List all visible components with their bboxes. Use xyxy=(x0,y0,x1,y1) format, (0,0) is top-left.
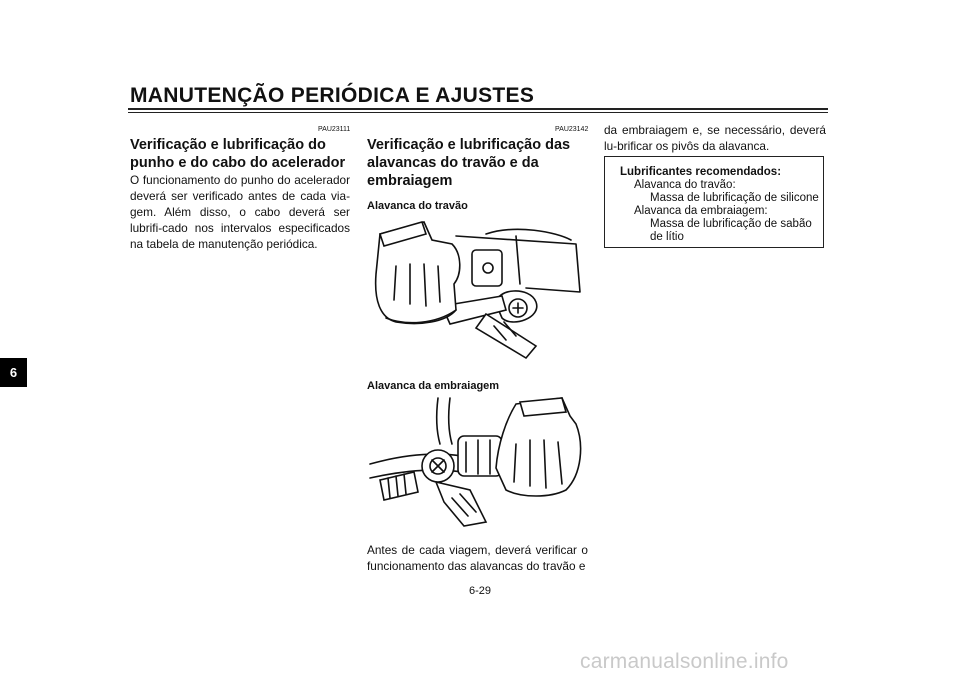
page-number: 6-29 xyxy=(468,585,492,597)
section-code: PAU23142 xyxy=(555,126,589,133)
section-heading-throttle: Verificação e lubrificação do punho e do cabo do acelerador xyxy=(130,137,346,171)
brake-lever-illustration xyxy=(366,214,592,366)
brake-lubricant-item: Massa de lubrificação de silicone xyxy=(650,192,819,204)
brake-lever-label: Alavanca do travão xyxy=(367,200,468,212)
header-rule-thin xyxy=(128,112,828,113)
chapter-tab: 6 xyxy=(0,358,27,387)
clutch-lever-illustration xyxy=(366,394,592,534)
clutch-lubricant-item: Massa de lubrificação de sabão xyxy=(650,218,812,230)
clutch-lubricant-title: Alavanca da embraiagem: xyxy=(634,205,768,217)
section-heading-levers: Verificação e lubrificação das alavancas do travão e da embraiagem xyxy=(367,137,571,189)
lubricants-box xyxy=(604,156,824,248)
brake-lubricant-title: Alavanca do travão: xyxy=(634,179,736,191)
section-body-throttle: O funcionamento do punho do acelerador deverá ser verificado antes de cada via-gem. Além disso, o cabo deverá ser lubrifi-cado nos intervalos especificados na tabela de manutenção periódica. xyxy=(130,173,350,251)
watermark: carmanualsonline.info xyxy=(580,650,789,673)
clutch-lubricant-item-cont: de lítio xyxy=(650,231,684,243)
clutch-lever-label: Alavanca da embraiagem xyxy=(367,380,500,392)
section-body-levers-continued: da embraiagem e, se necessário, deverá lu-brificar os pivôs da alavanca. xyxy=(604,123,826,153)
page-title: MANUTENÇÃO PERIÓDICA E AJUSTES xyxy=(130,84,535,107)
section-body-levers: Antes de cada viagem, deverá verificar o funcionamento das alavancas do travão e xyxy=(367,543,588,573)
section-code: PAU23111 xyxy=(318,126,351,133)
lubricants-title: Lubrificantes recomendados: xyxy=(620,166,782,178)
header-rule-thick xyxy=(128,108,828,110)
